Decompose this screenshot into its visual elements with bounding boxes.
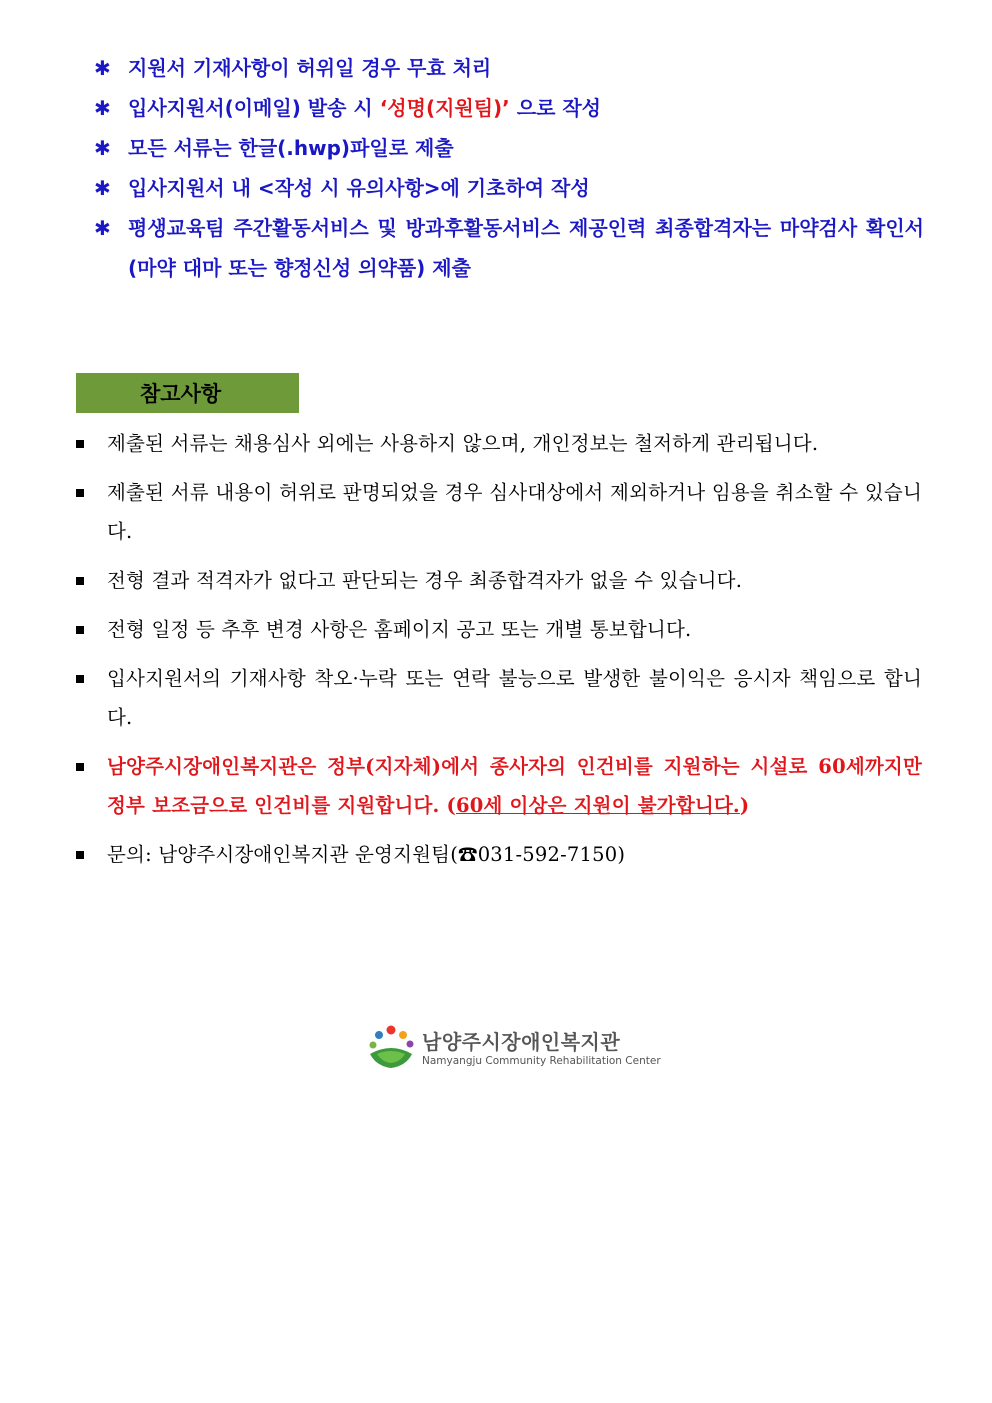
section-header <box>76 373 299 413</box>
reference-text: 남양주시장애인복지관은 정부(지자체)에서 종사자의 인건비를 지원하는 시설로 60세까지만 정부 보조금으로 인건비를 지원합니다. <box>107 755 922 817</box>
note-highlight: ‘성명(지원팀)’ <box>379 96 510 120</box>
note-text: 지원서 기재사항이 허위일 경우 무효 처리 <box>128 56 492 80</box>
star-bullet-icon: ✱ <box>94 136 111 160</box>
reference-item-warning <box>76 747 922 825</box>
reference-text: 제출된 서류는 채용심사 외에는 사용하지 않으며, 개인정보는 철저하게 관리됩니다. <box>107 432 819 455</box>
section-title: 참고사항 <box>140 382 222 406</box>
reference-item <box>76 610 922 649</box>
contact-text: 문의: 남양주시장애인복지관 운영지원팀(☎031-592-7150) <box>107 843 626 866</box>
reference-text: 입사지원서의 기재사항 착오·누락 또는 연락 불능으로 발생한 불이익은 응시자 책임으로 합니다. <box>107 667 922 729</box>
square-bullet-icon <box>76 626 84 634</box>
square-bullet-icon <box>76 851 84 859</box>
star-bullet-icon: ✱ <box>94 96 111 120</box>
reference-item <box>76 424 922 463</box>
note-text: 으로 작성 <box>509 96 601 120</box>
square-bullet-icon <box>76 675 84 683</box>
note-item <box>94 208 924 288</box>
note-item <box>94 128 924 168</box>
note-item <box>94 88 924 128</box>
paren-open: ( <box>446 794 456 817</box>
reference-list <box>76 424 922 884</box>
organization-logo <box>366 1024 661 1072</box>
square-bullet-icon <box>76 763 84 771</box>
reference-text: 제출된 서류 내용이 허위로 판명되었을 경우 심사대상에서 제외하거나 임용을 취소할 수 있습니다. <box>107 481 922 543</box>
logo-mark-icon <box>366 1024 416 1070</box>
star-bullet-icon: ✱ <box>94 56 111 80</box>
underlined-text: 60세 이상은 지원이 불가합니다. <box>455 794 740 817</box>
note-text: 평생교육팀 주간활동서비스 및 방과후활동서비스 제공인력 최종합격자는 마약검사 확인서(마약 대마 또는 향정신성 의약품) 제출 <box>128 216 924 280</box>
notes-list <box>94 48 924 288</box>
star-bullet-icon: ✱ <box>94 176 111 200</box>
logo-name: 남양주시장애인복지관 <box>422 1030 621 1054</box>
note-text: 모든 서류는 한글(.hwp)파일로 제출 <box>128 136 454 160</box>
reference-item <box>76 659 922 737</box>
square-bullet-icon <box>76 440 84 448</box>
reference-item-contact <box>76 835 922 874</box>
reference-item <box>76 561 922 600</box>
note-text: 입사지원서(이메일) 발송 시 <box>128 96 380 120</box>
reference-text: 전형 결과 적격자가 없다고 판단되는 경우 최종합격자가 없을 수 있습니다. <box>107 569 743 592</box>
square-bullet-icon <box>76 577 84 585</box>
logo-subtitle: Namyangju Community Rehabilitation Center <box>422 1055 661 1067</box>
paren-close: ) <box>739 794 750 817</box>
note-item <box>94 168 924 208</box>
square-bullet-icon <box>76 489 84 497</box>
reference-item <box>76 473 922 551</box>
note-text: 입사지원서 내 <작성 시 유의사항>에 기초하여 작성 <box>128 176 590 200</box>
star-bullet-icon: ✱ <box>94 216 111 240</box>
reference-text: 전형 일정 등 추후 변경 사항은 홈페이지 공고 또는 개별 통보합니다. <box>107 618 692 641</box>
note-item <box>94 48 924 88</box>
